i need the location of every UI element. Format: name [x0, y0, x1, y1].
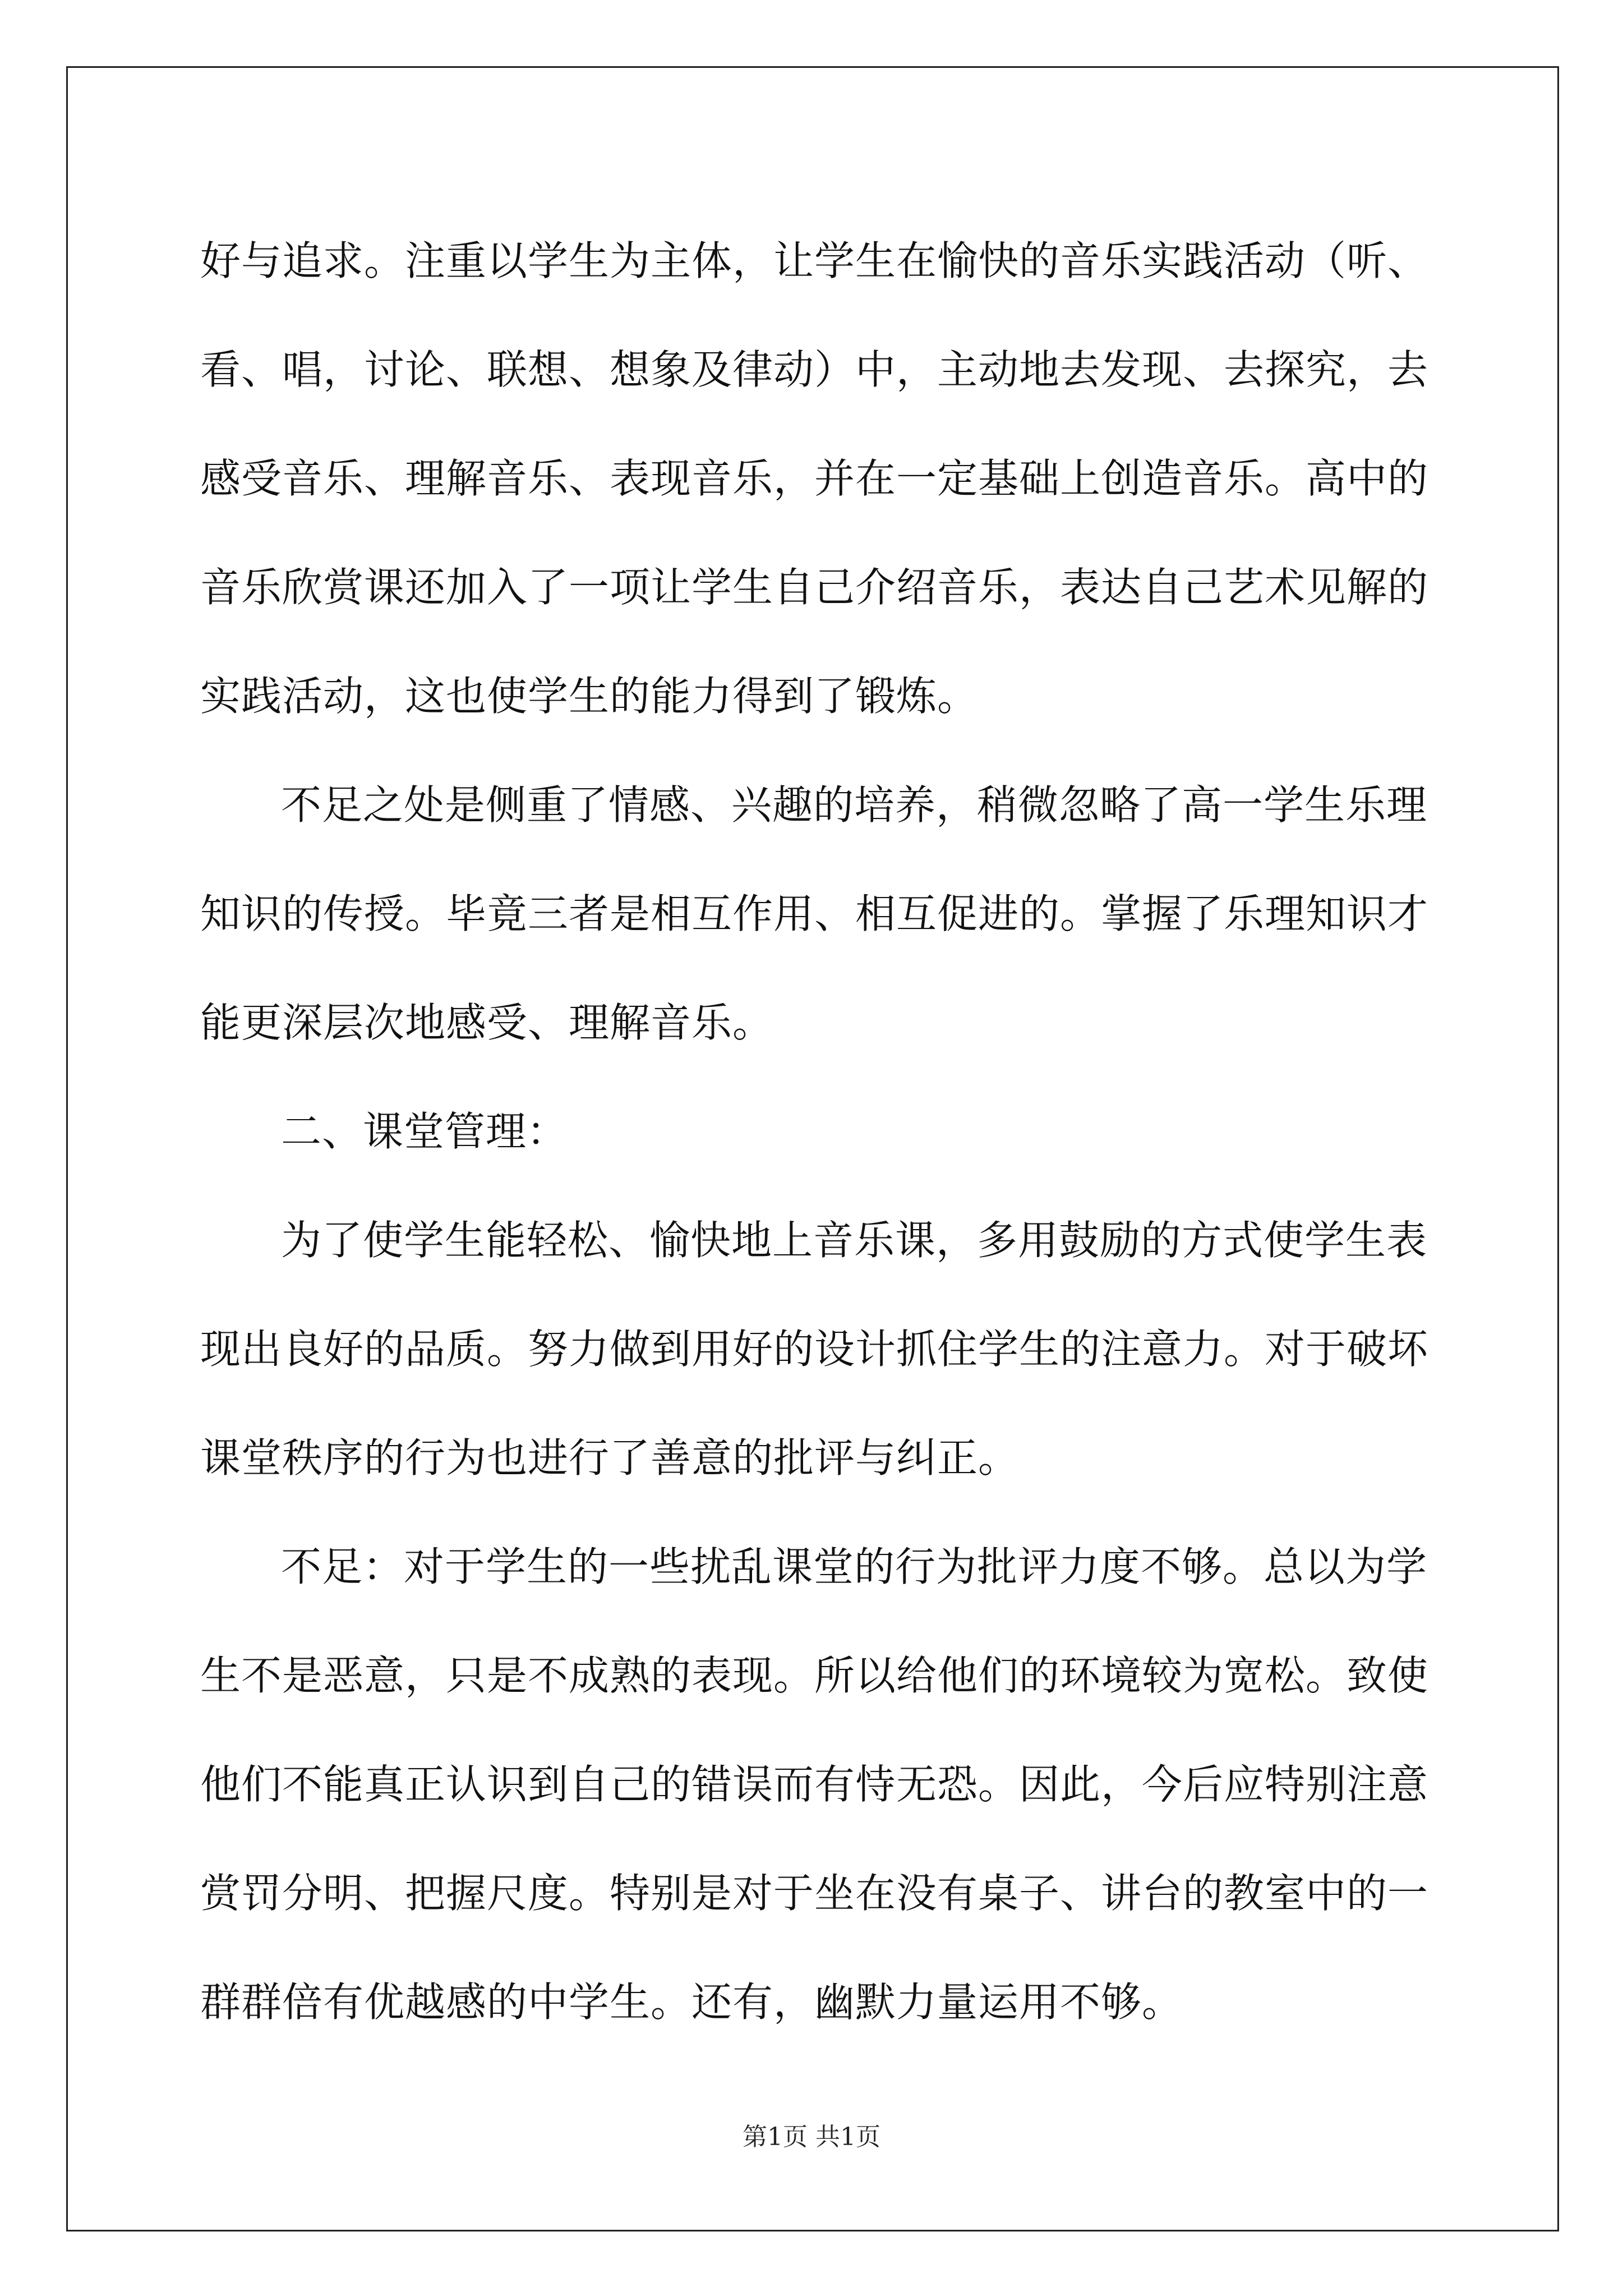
text-line: 课堂秩序的行为也进行了善意的批评与纠正。 — [200, 1434, 1020, 1481]
text-line: 看、唱，讨论、联想、想象及律动）中，主动地去发现、去探究，去 — [200, 346, 1429, 393]
text-line: 现出良好的品质。努力做到用好的设计抓住学生的注意力。对于破坏 — [200, 1326, 1429, 1373]
text-line: 知识的传授。毕竟三者是相互作用、相互促进的。掌握了乐理知识才 — [200, 890, 1429, 937]
text-line: 为了使学生能轻松、愉快地上音乐课，多用鼓励的方式使学生表 — [281, 1217, 1428, 1264]
text-line: 群群倍有优越感的中学生。还有，幽默力量运用不够。 — [200, 1978, 1183, 2026]
text-line: 感受音乐、理解音乐、表现音乐，并在一定基础上创造音乐。高中的 — [200, 455, 1429, 502]
text-line: 实践活动，这也使学生的能力得到了锻炼。 — [200, 673, 979, 720]
text-line: 不足之处是侧重了情感、兴趣的培养，稍微忽略了高一学生乐理 — [281, 781, 1428, 829]
text-line: 生不是恶意，只是不成熟的表现。所以给他们的环境较为宽松。致使 — [200, 1652, 1429, 1699]
document-body — [200, 206, 1429, 2056]
text-line: 他们不能真正认识到自己的错误而有恃无恐。因此，今后应特别注意 — [200, 1761, 1429, 1808]
text-line: 好与追求。注重以学生为主体，让学生在愉快的音乐实践活动（听、 — [200, 237, 1429, 284]
page-footer: 第1页 共1页 — [743, 2123, 880, 2151]
text-line: 不足：对于学生的一些扰乱课堂的行为批评力度不够。总以为学 — [281, 1543, 1428, 1590]
text-line: 能更深层次地感受、理解音乐。 — [200, 999, 774, 1046]
section-heading: 二、课堂管理： — [281, 1108, 568, 1155]
text-line: 赏罚分明、把握尺度。特别是对于坐在没有桌子、讲台的教室中的一 — [200, 1870, 1429, 1917]
text-line: 音乐欣赏课还加入了一项让学生自己介绍音乐，表达自己艺术见解的 — [200, 564, 1429, 611]
